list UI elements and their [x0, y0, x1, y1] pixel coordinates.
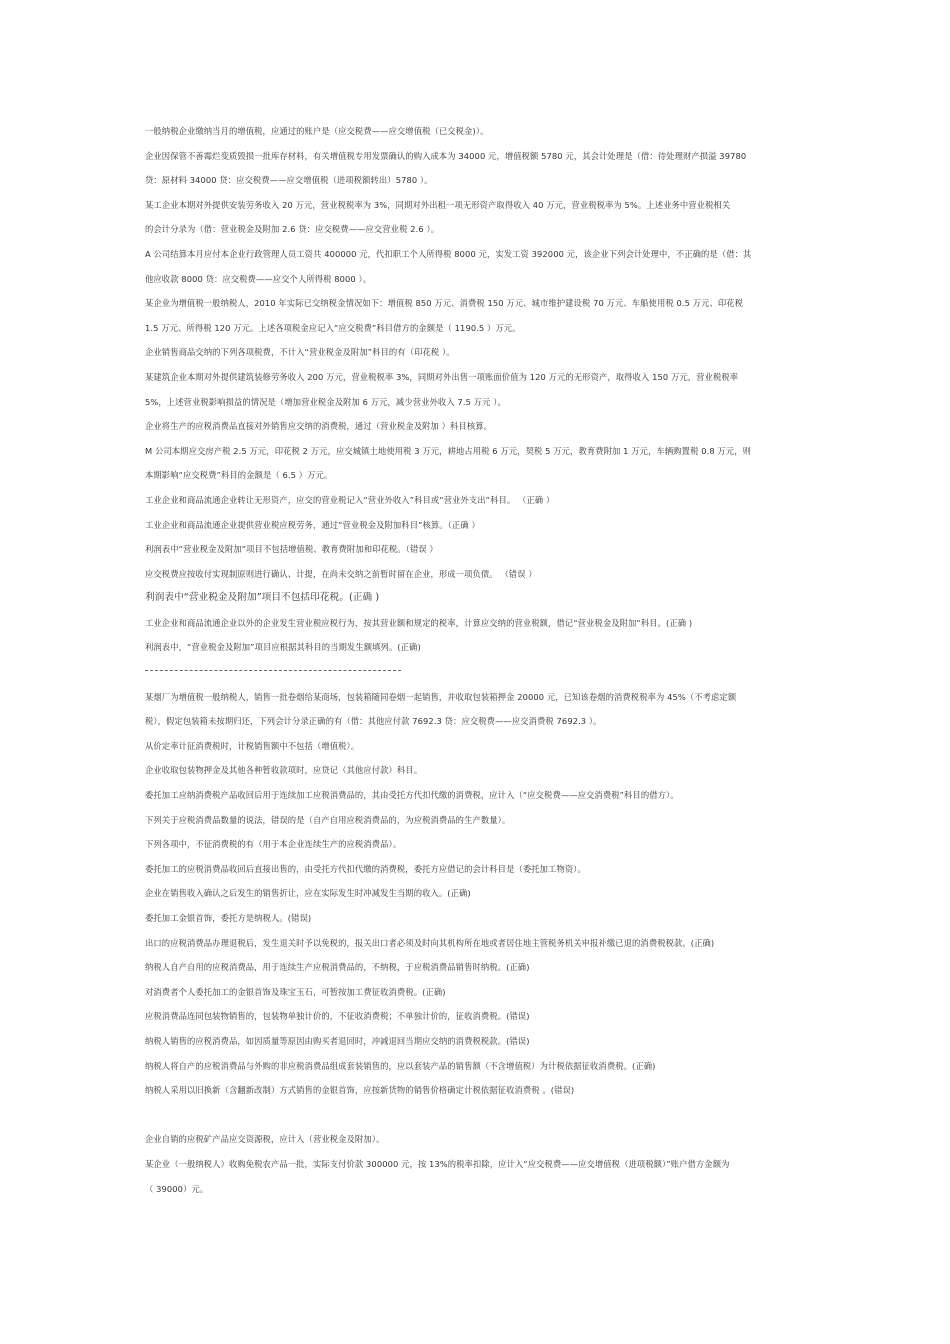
text-line: 应税消费品连同包装物销售的，包装物单独计价的，不征收消费税；不单独计价的，征收消费税。(错误) [145, 1011, 530, 1022]
text-line: 从价定率计征消费税时，计税销售额中不包括（增值税）。 [145, 740, 360, 751]
text-line: 下列各项中，不征消费税的有（用于本企业连续生产的应税消费品）。 [145, 839, 402, 850]
text-line: 某工企业本期对外提供安装劳务收入 20 万元，营业税税率为 3%，同期对外出租一项无形资产取得收入 40 万元，营业税税率为 5%。上述业务中营业税相关 [145, 199, 731, 210]
text-line: 纳税人自产自用的应税消费品，用于连续生产应税消费品的，不纳税，于应税消费品销售时纳税。(正确) [145, 962, 530, 973]
text-line: 某企业（一般纳税人）收购免税农产品一批，实际支付价款 300000 元，按 13%的税率扣除，应计入“应交税费——应交增值税（进项税额）”账户借方金额为 [145, 1158, 730, 1169]
text-line: 他应收款 8000 贷：应交税费——应交个人所得税 8000 ）。 [145, 273, 372, 284]
text-line: 一般纳税企业缴纳当月的增值税，应通过的账户是（应交税费——应交增值税（已交税金)）。 [145, 126, 489, 136]
text-line: 本期影响“应交税费”科目的金额是（ 6.5 ）万元。 [145, 470, 333, 481]
text-line: 企业销售商品交纳的下列各项税费，不计入“营业税金及附加”科目的有（印花税 ）。 [145, 347, 455, 358]
text-line: 企业自销的应税矿产品应交资源税，应计入（营业税金及附加）。 [145, 1134, 385, 1145]
text-line: 利润表中，“营业税金及附加”项目应根据其科目的当期发生额填列。(正确) [145, 642, 421, 653]
text-line: （ 39000）元。 [145, 1183, 209, 1194]
text-line: 利润表中“营业税金及附加”项目不包括增值税、教育费附加和印花税。（错误 ） [145, 544, 438, 555]
text-line: 委托加工金银首饰，委托方是纳税人。(错误) [145, 913, 312, 923]
blank-line [145, 1108, 807, 1133]
text-line: 委托加工的应税消费品收回后直接出售的，由受托方代扣代缴的消费税，委托方应借记的会计科目是（委托加工物资）。 [145, 863, 586, 874]
document-body [145, 124, 807, 1206]
text-line: 某建筑企业本期对外提供建筑装修劳务收入 200 万元，营业税税率 3%，同期对外出售一项账面价值为 120 万元的无形资产，取得收入 150 万元，营业税税率 [145, 371, 739, 382]
text-line: 企业将生产的应税消费品直接对外销售应交纳的消费税，通过（营业税金及附加 ）科目核算。 [145, 421, 493, 432]
text-line: 纳税人销售的应税消费品，如因质量等原因由购买者退回时，冲减退回当期应交纳的消费税税款。(错误) [145, 1035, 530, 1046]
text-line: A 公司结算本月应付本企业行政管理人员工资共 400000 元，代扣职工个人所得税 8000 元，实发工资 392000 元，该企业下列会计处理中，不正确的是（借：其 [145, 248, 752, 259]
text-line: 企业在销售收入确认之后发生的销售折让，应在实际发生时冲减发生当期的收入。(正确) [145, 888, 471, 899]
text-line: 5%，上述营业税影响损益的情况是（增加营业税金及附加 6 万元，减少营业外收入 7.5 万元 ）。 [145, 396, 506, 407]
text-line: 下列关于应税消费品数量的说法，错误的是（自产自用应税消费品的，为应税消费品的生产数量）。 [145, 814, 511, 825]
text-line: 纳税人采用以旧换新（含翻新改制）方式销售的金银首饰，应按新货物的销售价格确定计税依据征收消费税 。(错误) [145, 1085, 575, 1096]
text-line: 某企业为增值税一般纳税人，2010 年实际已交纳税金情况如下：增值税 850 万元、消费税 150 万元、城市维护建设税 70 万元、车船使用税 0.5 万元、印花税 [145, 298, 744, 309]
text-line: 对消费者个人委托加工的金银首饰及珠宝玉石，可暂按加工费征收消费税。(正确) [145, 986, 446, 997]
text-line: 委托加工应纳消费税产品收回后用于连续加工应税消费品的，其由受托方代扣代缴的消费税，应计入（“应交税费——应交消费税”科目的借方）。 [145, 790, 679, 801]
text-line: 工业企业和商品流通企业转让无形资产，应交的营业税记入“营业外收入”科目或“营业外支出”科目。 （正确 ） [145, 494, 555, 505]
text-line: 贷：原材料 34000 贷：应交税费——应交增值税（进项税额转出）5780 ）。 [145, 175, 433, 186]
text-line: 1.5 万元、所得税 120 万元。上述各项税金应记入“应交税费”科目借方的金额是（ 1190.5 ）万元。 [145, 322, 521, 333]
text-line: M 公司本期应交房产税 2.5 万元，印花税 2 万元，应交城镇土地使用税 3 万元，耕地占用税 6 万元，契税 5 万元，教育费附加 1 万元，车辆购置税 0.8 万元，则 [145, 445, 752, 456]
text-line: 工业企业和商品流通企业提供营业税应税劳务，通过“营业税金及附加科目”核算。（正确 ） [145, 519, 480, 530]
text-line: 的会计分录为（借：营业税金及附加 2.6 贷：应交税费——应交营业税 2.6 ）。 [145, 224, 440, 235]
text-line: 税），假定包装箱未按期归还，下列会计分录正确的有（借：其他应付款 7692.3 贷：应交税费——应交消费税 7692.3 ）。 [145, 716, 602, 727]
text-line: 应交税费应按收付实现制原则进行确认、计提，在尚未交纳之前暂时留在企业，形成一项负债。 （错误 ） [145, 568, 537, 579]
text-line: 工业企业和商品流通企业以外的企业发生营业税应税行为，按其营业额和规定的税率，计算应交纳的营业税额，借记“营业税金及附加“科目。(正确 ) [145, 617, 693, 628]
text-line: 纳税人将自产的应税消费品与外购的非应税消费品组成套装销售的，应以套装产品的销售额（不含增值税）为计税依据征收消费税。(正确) [145, 1060, 656, 1071]
text-line: 某烟厂为增值税一般纳税人，销售一批卷烟给某商场，包装箱随同卷烟一起销售，并收取包装箱押金 20000 元，已知该卷烟的消费税税率为 45%（不考虑定额 [145, 691, 737, 702]
dashed-divider [145, 665, 807, 690]
text-line: 出口的应税消费品办理退税后，发生退关时予以免税的，报关出口者必须及时向其机构所在地或者居住地主管税务机关申报补缴已退的消费税税款。(正确) [145, 937, 715, 948]
text-line: 企业收取包装物押金及其他各种暂收款项时，应贷记（其他应付款）科目。 [145, 765, 423, 776]
text-line: 利润表中“营业税金及附加”项目不包括印花税。(正确 ) [145, 592, 380, 604]
text-line: 企业因保管不善霉烂变质毁损一批库存材料，有关增值税专用发票确认的购入成本为 34000 元，增值税额 5780 元，其会计处理是（借：待处理财产损溢 39780 [145, 150, 747, 161]
